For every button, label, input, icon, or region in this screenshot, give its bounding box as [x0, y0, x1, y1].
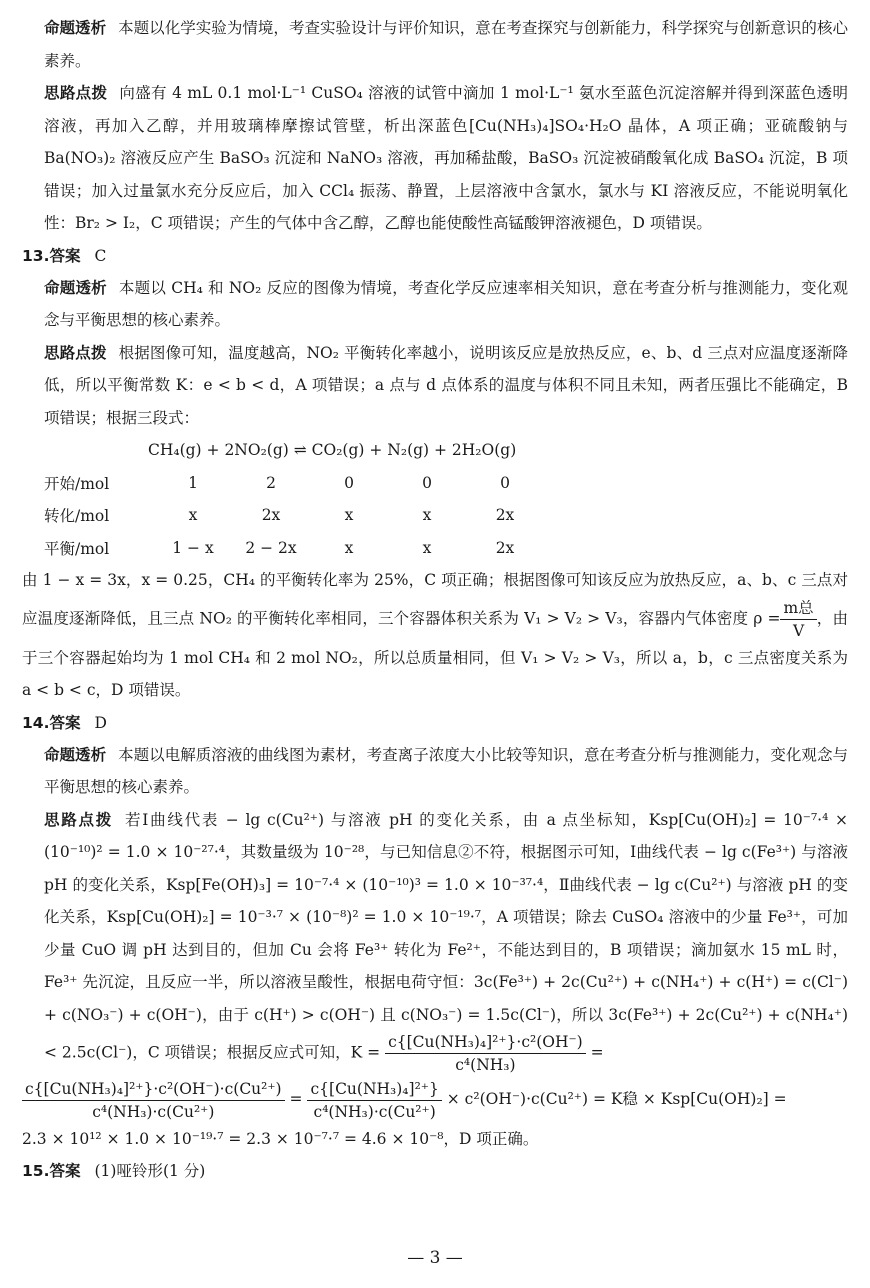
cell: x [344, 538, 354, 557]
row-label: 开始/mol [44, 474, 110, 493]
cell: x [188, 506, 198, 525]
q13-header [22, 240, 848, 272]
approach-text: 根据图像可知，温度越高，NO₂ 平衡转化率越小，说明该反应是放热反应，e、b、d 三点对应温度逐渐降低，所以平衡常数 K：e < b < d，A 项错误；a 点与 d 点体系的温度与体积不同且未知，两者压强比不能确定，B 项错误；根据三段式： [44, 343, 848, 427]
cell: 0 [422, 473, 432, 492]
cell: 1 [188, 473, 198, 492]
approach-label: 思路点拨 [44, 810, 113, 829]
approach-text: 若Ⅰ曲线代表 − lg c(Cu²⁺) 与溶液 pH 的变化关系，由 a 点坐标知，Ksp[Cu(OH)₂] = 10⁻⁷·⁴ × (10⁻¹⁰)² = 1.0 × 10⁻²⁷·⁴，其数量级为 10⁻²⁸，与已知信息②不符，根据图示可知，Ⅰ曲线代表 − lg c(Fe³⁺) 与溶液 pH 的变化关系，Ksp[Fe(OH)₃] = 10⁻⁷·⁴ × (10⁻¹⁰)³ = 1.0 × 10⁻³⁷·⁴，Ⅱ曲线代表 − lg c(Cu²⁺) 与溶液 pH 的变化关系，Ksp[Cu(OH)₂] = 10⁻³·⁷ × (10⁻⁸)² = 1.0 × 10⁻¹⁹·⁷，A 项错误；除去 CuSO₄ 溶液中的少量 Fe³⁺，可加少量 CuO 调 pH 达到目的，但加 Cu 会将 Fe³⁺ 转化为 Fe²⁺，不能达到目的，B 项错误；滴加氨水 15 mL 时，Fe³⁺ 先沉淀，且反应一半，所以溶液呈酸性，根据电荷守恒：3c(Fe³⁺) + 2c(Cu²⁺) + c(NH₄⁺) + c(H⁺) = c(Cl⁻) + c(NO₃⁻) + c(OH⁻)，由于 c(H⁺) > c(OH⁻) 且 c(NO₃⁻) = 1.5c(Cl⁻)，所以 3c(Fe³⁺) + 2c(Cu²⁺) + c(NH₄⁺) < 2.5c(Cl⁻)，C 项错误；根据反应式可知，K = [44, 810, 848, 1062]
q14-derivation [22, 1076, 848, 1123]
answer-label: 答案 [49, 1162, 81, 1180]
fraction-numerator: m总 [780, 597, 816, 620]
q14-approach [22, 804, 848, 1077]
q15-section [22, 1155, 848, 1187]
q13-section [22, 240, 848, 707]
question-number: 14. [22, 713, 50, 732]
analysis-label: 命题透析 [44, 745, 107, 764]
ice-row-change [44, 499, 544, 532]
page-number: — 3 — [407, 1248, 463, 1268]
answer-value: (1)哑铃形(1 分) [94, 1162, 206, 1180]
answer-value: D [94, 713, 107, 732]
cell: 2x [261, 506, 281, 525]
fraction-denominator: c⁴(NH₃) [455, 1056, 516, 1074]
q14-header [22, 707, 848, 739]
density-fraction [780, 597, 816, 642]
q14-final: 2.3 × 10¹² × 1.0 × 10⁻¹⁹·⁷ = 2.3 × 10⁻⁷·⁷ = 4.6 × 10⁻⁸，D 项正确。 [22, 1129, 539, 1148]
cell: 1 − x [172, 538, 214, 557]
fraction-denominator: c⁴(NH₃)·c(Cu²⁺) [313, 1102, 436, 1121]
ice-row-initial [44, 467, 544, 500]
reaction-equation: CH₄(g) + 2NO₂(g) ⇌ CO₂(g) + N₂(g) + 2H₂O(g) [148, 441, 517, 459]
answer-label: 答案 [49, 246, 81, 265]
fraction-numerator: c{[Cu(NH₃)₄]²⁺}·c²(OH⁻)·c(Cu²⁺) [22, 1078, 285, 1101]
derivation-fraction-2 [307, 1078, 441, 1123]
fraction-numerator: c{[Cu(NH₃)₄]²⁺}·c²(OH⁻) [385, 1031, 586, 1054]
approach-label: 思路点拨 [44, 84, 108, 102]
q12-approach [22, 77, 848, 240]
q13-conclusion [22, 564, 848, 707]
k-fraction [385, 1031, 586, 1076]
conclusion-text: 由 1 − x = 3x，x = 0.25，CH₄ 的平衡转化率为 25%，C 项正确；根据图像可知该反应为放热反应，a、b、c 三点对应温度逐渐降低，且三点 NO₂ 的平衡转化率相同，三个容器体积关系为 V₁ > V₂ > V₃，容器内气体密度 ρ = [22, 571, 848, 627]
cell: x [344, 506, 354, 525]
derivation-tail: × c²(OH⁻)·c(Cu²⁺) = K稳 × Ksp[Cu(OH)₂] = [446, 1090, 787, 1108]
equals-sign: = [289, 1090, 303, 1108]
fraction-denominator: c⁴(NH₃)·c(Cu²⁺) [92, 1102, 215, 1121]
answer-label: 答案 [49, 713, 81, 732]
equals-sign: = [590, 1043, 604, 1062]
analysis-label: 命题透析 [44, 278, 107, 297]
fraction-denominator: V [792, 621, 805, 640]
cell: 2x [495, 538, 515, 557]
ice-row-equilibrium [44, 532, 544, 565]
analysis-text: 本题以电解质溶液的曲线图为素材，考查离子浓度大小比较等知识，意在考查分析与推测能力，变化观念与平衡思想的核心素养。 [44, 745, 848, 796]
cell: 0 [500, 473, 510, 492]
row-label: 转化/mol [44, 507, 110, 526]
cell: 2 [266, 473, 276, 492]
ice-table [44, 467, 544, 565]
analysis-text: 本题以 CH₄ 和 NO₂ 反应的图像为情境，考查化学反应速率相关知识，意在考查分析与推测能力，变化观念与平衡思想的核心素养。 [44, 278, 848, 329]
question-number: 13. [22, 246, 50, 265]
answer-value: C [94, 246, 107, 265]
cell: x [422, 506, 432, 525]
fraction-numerator: c{[Cu(NH₃)₄]²⁺} [307, 1078, 441, 1101]
approach-text: 向盛有 4 mL 0.1 mol·L⁻¹ CuSO₄ 溶液的试管中滴加 1 mol·L⁻¹ 氨水至蓝色沉淀溶解并得到深蓝色透明溶液，再加入乙醇，并用玻璃棒摩擦试管壁，析出深蓝色[Cu(NH₃)₄]SO₄·H₂O 晶体，A 项正确；亚硫酸钠与 Ba(NO₃)₂ 溶液反应产生 BaSO₃ 沉淀和 NaNO₃ 溶液，再加稀盐酸，BaSO₃ 沉淀被硝酸氧化成 BaSO₄ 沉淀，B 项错误；加入过量氯水充分反应后，加入 CCl₄ 振荡、静置，上层溶液中含氯水，氯水与 KI 溶液反应，不能说明氧化性：Br₂ > I₂，C 项错误；产生的气体中含乙醇，乙醇也能使酸性高锰酸钾溶液褪色，D 项错误。 [44, 84, 848, 232]
derivation-fraction-1 [22, 1078, 285, 1123]
q13-analysis [22, 272, 848, 337]
conclusion-text-2: ，由于三个容器起始均为 1 mol CH₄ 和 2 mol NO₂，所以总质量相同，但 V₁ > V₂ > V₃，所以 a，b，c 三点密度关系为 a < b < c，D 项错误。 [22, 609, 848, 699]
cell: 0 [344, 473, 354, 492]
q13-approach [22, 337, 848, 435]
q14-section [22, 707, 848, 1156]
q15-header [22, 1155, 848, 1187]
q14-analysis [22, 739, 848, 804]
cell: x [422, 538, 432, 557]
analysis-label: 命题透析 [44, 19, 107, 37]
analysis-text: 本题以化学实验为情境，考查实验设计与评价知识，意在考查探究与创新能力，科学探究与创新意识的核心素养。 [44, 19, 848, 70]
q12-section [22, 12, 848, 240]
question-number: 15. [22, 1162, 50, 1180]
approach-label: 思路点拨 [44, 343, 107, 362]
row-label: 平衡/mol [44, 539, 110, 558]
cell: 2x [495, 506, 515, 525]
cell: 2 − 2x [245, 538, 297, 557]
q12-analysis [22, 12, 848, 77]
